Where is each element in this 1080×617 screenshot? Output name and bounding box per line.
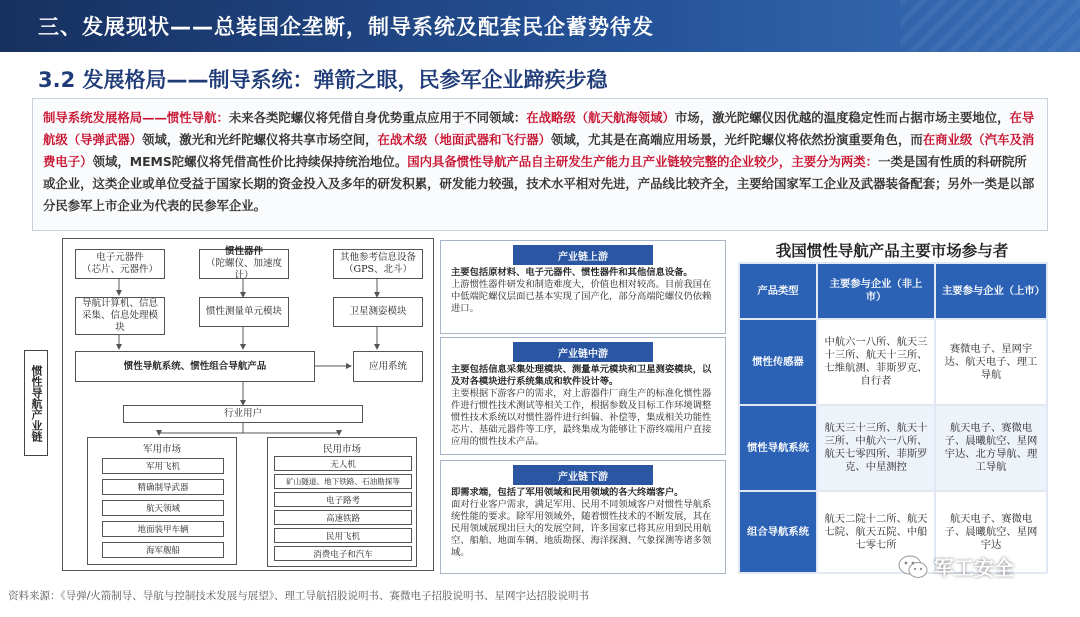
box-satellite-module [333, 297, 423, 327]
market-participants-table [738, 262, 1048, 574]
box-electronic-components [75, 249, 165, 279]
box-other-reference-devices [333, 249, 423, 279]
watermark [898, 552, 1014, 581]
table-cell-unlisted: 航天二院十二所、航天七院、航天五院、中船七零七所 [818, 492, 934, 572]
civil-item: 消费电子和汽车 [274, 546, 412, 561]
box-other-reference-title: 其他参考信息设备 [339, 252, 416, 263]
diagram-frame [62, 238, 434, 571]
upstream-panel-body [451, 267, 717, 315]
civil-item: 无人机 [274, 456, 412, 471]
box-imu-text: 惯性测量单元模块 [205, 306, 282, 317]
table-row-type: 惯性导航系统 [740, 406, 816, 490]
military-item: 精确制导武器 [102, 479, 224, 495]
table-cell-listed: 航天电子、赛微电子、晨曦航空、星网宇达、北方导航、理工导航 [936, 406, 1046, 490]
box-electronic-components-sub: （芯片、元器件） [81, 264, 158, 275]
civil-market-title: 民用市场 [322, 444, 361, 455]
intro-text: 领域，MEMS陀螺仪将凭借高性价比持续保持统治地位。 [92, 154, 408, 169]
upstream-panel-title: 产业链上游 [513, 245, 653, 265]
midstream-panel-text: 主要根据下游客户的需求，对上游器件厂商生产的标准化惯性器件进行惯性技术测试等相关工作，根据参数及目标工作环境调整惯性技术系统以对惯性器件进行纠偏、补偿等，集成相关功能性芯片、基础元器件等工序，最终集成为能够让下游终端用户直接应用的惯性技术产品。 [451, 388, 712, 447]
intro-highlight: 国内具备惯性导航产品自主研发生产能力且产业链较完整的企业较少，主要分为两类： [407, 154, 879, 169]
watermark-text: 军工安全 [934, 556, 1014, 580]
military-item: 海军舰船 [102, 542, 224, 558]
midstream-panel-lead: 主要包括信息采集处理模块、测量单元模块和卫星测姿模块，以及对各模块进行系统集成和软件设计等。 [451, 364, 712, 387]
table-cell-listed: 航天电子、赛微电子、晨曦航空、星网宇达 [936, 492, 1046, 572]
diagram-side-label: 惯性导航产业链 [24, 350, 48, 456]
box-inertial-devices-sub: （陀螺仪、加速度计） [205, 258, 282, 281]
intro-highlight: 在战术级（地面武器和飞行器） [377, 132, 552, 147]
table-row-type: 组合导航系统 [740, 492, 816, 572]
downstream-panel [440, 460, 726, 574]
intro-text: 市场，激光陀螺仪因优越的温度稳定性而占据市场主要地位， [674, 110, 1010, 125]
downstream-panel-text: 面对行业客户需求，满足军用、民用不同领域客户对惯性导航系统性能的要求。除军用领域外，随着惯性技术的不断发展，其在民用领域展现出巨大的发展空间，许多国家已将其应用到民用航空、船舶、地面车辆、地质勘探、海洋探测、气象探测等诸多领域。 [451, 499, 712, 558]
table-header-cell: 主要参与企业（非上市） [818, 264, 934, 318]
intro-highlight: 在商业级（汽车及消费电子） [43, 132, 1035, 169]
midstream-panel-body [451, 364, 717, 448]
intro-highlight: 在导航级（导弹武器） [43, 110, 1035, 147]
table-title: 我国惯性导航产品主要市场参与者 [775, 242, 1009, 260]
box-navigation-computer [75, 297, 165, 335]
box-industry-users [123, 405, 363, 423]
header-decoration [900, 0, 1080, 52]
midstream-panel [440, 337, 726, 455]
military-item: 军用飞机 [102, 458, 224, 474]
table-cell-unlisted: 中航六一八所、航天三十三所、航天十三所、七维航测、菲斯罗克、自行者 [818, 320, 934, 404]
table-cell-unlisted: 航天三十三所、航天十三所、中航六一八所、航天七零四所、菲斯罗克、中星测控 [818, 406, 934, 490]
box-navigation-system [75, 351, 315, 382]
chat-bubble-icon [898, 554, 928, 580]
box-industry-users-text: 行业用户 [223, 408, 262, 419]
box-inertial-devices [199, 246, 289, 281]
intro-text: 一类是国有性质的科研院所或企业，这类企业或单位受益于国家长期的资金投入及多年的研发积累，研发能力较强，技术水平相对先进，产品线比较齐全，主要给国家军工企业及武器装备配套；另外一类是以部分民参军上市企业为代表的民参军企业。 [43, 154, 1035, 213]
intro-highlight: 制导系统发展格局——惯性导航： [43, 110, 229, 125]
box-other-reference-sub: （GPS、北斗） [344, 264, 412, 275]
box-navigation-system-text: 惯性导航系统、惯性组合导航产品 [123, 360, 267, 372]
civil-item: 民用飞机 [274, 528, 412, 543]
box-imu-module [199, 297, 289, 327]
intro-paragraph [32, 98, 1048, 231]
intro-text: 领域，激光和光纤陀螺仪将共享市场空间， [142, 132, 378, 147]
civil-market [267, 437, 417, 567]
intro-text: 领域，尤其是在高端应用场景，光纤陀螺仪将依然扮演重要角色，而 [551, 132, 923, 147]
table-cell-listed: 赛微电子、星网宇达、航天电子、理工导航 [936, 320, 1046, 404]
table-header-cell: 主要参与企业（上市） [936, 264, 1046, 318]
downstream-panel-body [451, 487, 717, 559]
box-satellite-text: 卫星测姿模块 [349, 306, 407, 317]
military-market-title: 军用市场 [142, 444, 181, 455]
page-title: 三、发展现状——总装国企垄断，制导系统及配套民企蓄势待发 [38, 15, 654, 39]
upstream-panel-lead: 主要包括原材料、电子元器件、惯性器件和其他信息设备。 [451, 267, 693, 278]
military-item: 地面装甲车辆 [102, 521, 224, 537]
downstream-panel-title: 产业链下游 [513, 465, 653, 485]
table-row-type: 惯性传感器 [740, 320, 816, 404]
table-header-cell: 产品类型 [740, 264, 816, 318]
header-bar [0, 0, 1080, 52]
midstream-panel-title: 产业链中游 [513, 342, 653, 362]
section-subtitle: 3.2 发展格局——制导系统：弹箭之眼，民参军企业蹄疾步稳 [38, 68, 608, 92]
box-electronic-components-title: 电子元器件 [96, 252, 144, 263]
intro-highlight: 在战略级（航天航海领域） [526, 110, 675, 125]
upstream-panel-text: 上游惯性器件研发和制造难度大，价值也相对较高。目前我国在中低端陀螺仪层面已基本实现了国产化，部分高端陀螺仪仍依赖进口。 [451, 279, 712, 314]
upstream-panel [440, 240, 726, 334]
intro-text: 未来各类陀螺仪将凭借自身优势重点应用于不同领域： [228, 110, 527, 125]
civil-item: 电子路考 [274, 492, 412, 507]
civil-item: 高速铁路 [274, 510, 412, 525]
military-market [87, 437, 237, 565]
military-item: 航天领域 [102, 500, 224, 516]
box-application-system-text: 应用系统 [368, 360, 407, 372]
downstream-panel-lead: 即需求端，包括了军用领域和民用领域的各大终端客户。 [451, 487, 684, 498]
box-navigation-computer-text: 导航计算机、信息采集、信息处理模块 [81, 298, 158, 333]
industry-chain-diagram [24, 238, 434, 571]
source-note: 资料来源：《导弹/火箭制导、导航与控制技术发展与展望》、理工导航招股说明书、赛微电子招股说明书、星网宇达招股说明书 [8, 590, 590, 602]
civil-item: 矿山隧道、地下铁路、石油勘探等 [274, 474, 412, 489]
box-application-system [353, 351, 423, 382]
box-inertial-devices-title: 惯性器件 [224, 246, 263, 257]
